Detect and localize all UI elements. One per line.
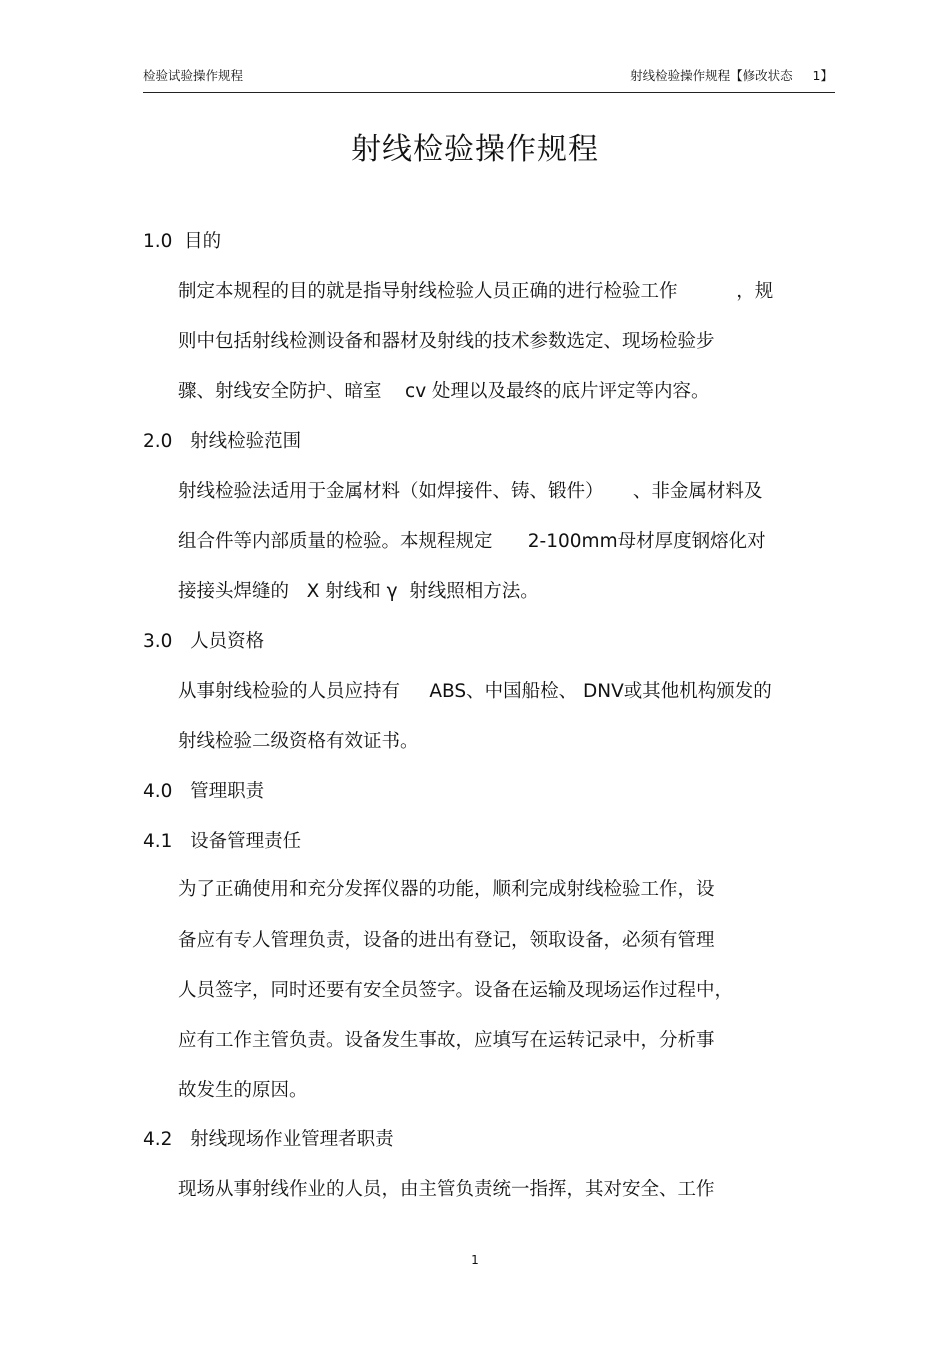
section-heading: 1.0 目的: [143, 231, 222, 252]
paragraph-line: 应有工作主管负责。设备发生事故，应填写在运转记录中，分析事: [178, 1030, 715, 1051]
paragraph-line: 从事射线检验的人员应持有 ABS、中国船检、 DNV或其他机构颁发的: [178, 681, 772, 702]
section-heading: 3.0 人员资格: [143, 631, 265, 652]
section-heading: 4.2 射线现场作业管理者职责: [143, 1129, 394, 1150]
paragraph-line: 故发生的原因。: [178, 1080, 308, 1101]
paragraph-line: 骤、射线安全防护、暗室 cv 处理以及最终的底片评定等内容。: [178, 381, 710, 402]
section-heading: 4.1 设备管理责任: [143, 831, 302, 852]
paragraph-line: 人员签字，同时还要有安全员签字。设备在运输及现场运作过程中，: [178, 980, 734, 1001]
paragraph-line: 射线检验法适用于金属材料（如焊接件、铸、锻件） 、非金属材料及: [178, 481, 763, 502]
paragraph-line: 为了正确使用和充分发挥仪器的功能，顺利完成射线检验工作，设: [178, 879, 715, 900]
section-heading: 4.0 管理职责: [143, 781, 265, 802]
header-left-text: 检验试验操作规程: [143, 68, 244, 83]
header-right-text: 射线检验操作规程【修改状态 1】: [630, 68, 833, 83]
paragraph-line: 制定本规程的目的就是指导射线检验人员正确的进行检验工作 ，规: [178, 281, 774, 302]
document-title: 射线检验操作规程: [351, 132, 599, 167]
paragraph-line: 组合件等内部质量的检验。本规程规定 2-100mm母材厚度钢熔化对: [178, 531, 766, 552]
paragraph-line: 接接头焊缝的 X 射线和 γ 射线照相方法。: [178, 581, 539, 602]
page-header: [143, 66, 835, 93]
section-heading: 2.0 射线检验范围: [143, 431, 302, 452]
paragraph-line: 现场从事射线作业的人员，由主管负责统一指挥，其对安全、工作: [178, 1179, 715, 1200]
paragraph-line: 射线检验二级资格有效证书。: [178, 731, 419, 752]
page-number: 1: [471, 1253, 479, 1267]
paragraph-line: 则中包括射线检测设备和器材及射线的技术参数选定、现场检验步: [178, 331, 715, 352]
paragraph-line: 备应有专人管理负责，设备的进出有登记，领取设备，必须有管理: [178, 930, 715, 951]
